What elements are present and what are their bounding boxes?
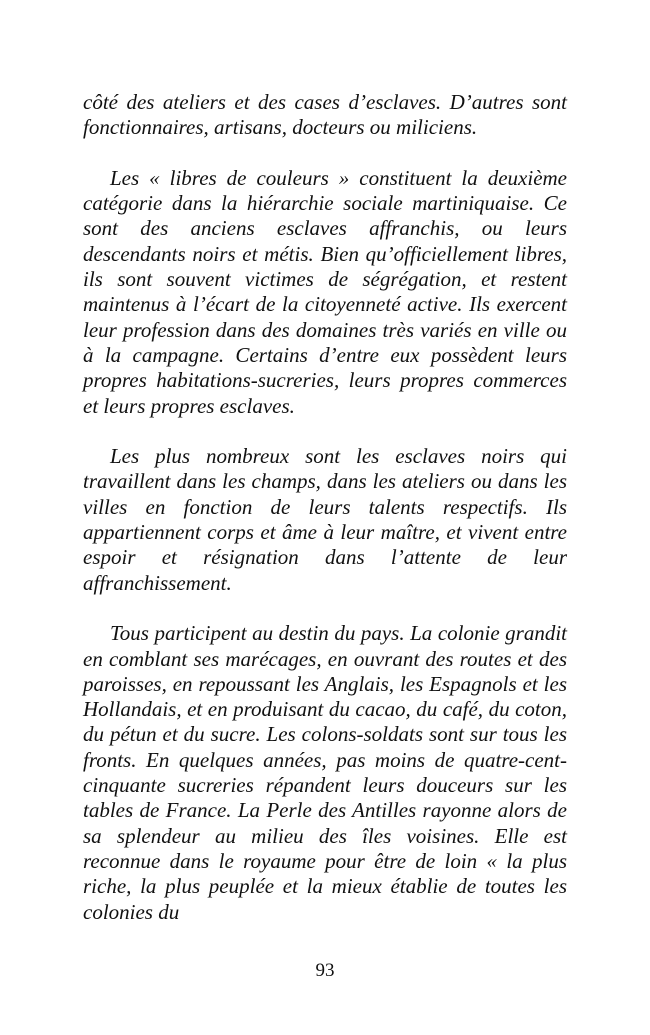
paragraph-gap [83, 141, 567, 166]
paragraph-gap [83, 596, 567, 621]
paragraph-continuation: côté des ateliers et des cases d’esclaves. D’autres sont fonctionnaires, artisans, docteurs ou miliciens. [83, 90, 567, 140]
paragraph-gap [83, 419, 567, 444]
paragraph-libres-de-couleurs: Les « libres de couleurs » constituent la deuxième catégorie dans la hiérarchie sociale martiniquaise. Ce sont des anciens esclaves affranchis, ou leurs descendants noirs et métis. Bien qu’officiellement libres, ils sont souvent victimes de ségrégation, et restent maintenus à l’écart de la citoyenneté active. Ils exercent leur profession dans des domaines très variés en ville ou à la campagne. Certains d’entre eux possèdent leurs propres habitations-sucreries, leurs propres commerces et leurs propres esclaves. [83, 165, 567, 418]
paragraph-destin-du-pays: Tous participent au destin du pays. La colonie grandit en comblant ses marécages, en ouvrant des routes et des paroisses, en repoussant les Anglais, les Espagnols et les Hollandais, et en produisant du cacao, du café, du coton, du pétun et du sucre. Les colons-soldats sont sur tous les fronts. En quelques années, pas moins de quatre-cent-cinquante sucreries répandent leurs douceurs sur les tables de France. La Perle des Antilles rayonne alors de sa splendeur au milieu des îles voisines. Elle est reconnue dans le royaume pour être de loin « la plus riche, la plus peuplée et la mieux établie de toutes les colonies du [83, 621, 567, 924]
page-body [83, 90, 567, 925]
page-number: 93 [315, 960, 335, 981]
paragraph-esclaves-noirs: Les plus nombreux sont les esclaves noirs qui travaillent dans les champs, dans les ateliers ou dans les villes en fonction de leurs talents respectifs. Ils appartiennent corps et âme à leur maître, et vivent entre espoir et résignation dans l’attente de leur affranchissement. [83, 444, 567, 595]
